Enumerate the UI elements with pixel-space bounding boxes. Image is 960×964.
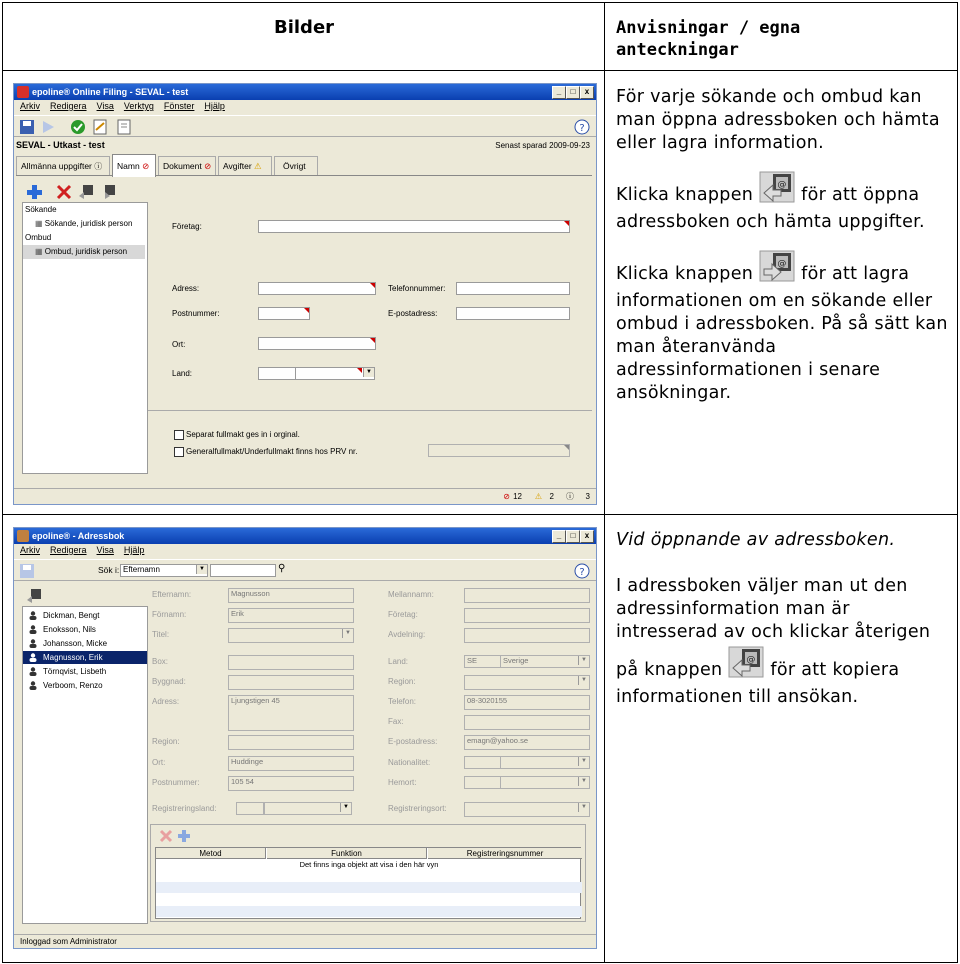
close-button[interactable]: x: [580, 530, 594, 543]
person-icon: [29, 625, 37, 634]
detail-label-right: E-postadress:: [388, 737, 438, 746]
error-count: 12: [513, 492, 522, 501]
adress-input[interactable]: [258, 282, 376, 295]
note-p2-before: Klicka knappen: [616, 185, 754, 205]
detail-label-right: Region:: [388, 677, 416, 686]
label-telefon: Telefonnummer:: [388, 284, 446, 293]
detail-label-right: Registreringsort:: [388, 804, 447, 813]
detail-label-left: Förnamn:: [152, 610, 187, 619]
document-title: SEVAL - Utkast - test: [16, 140, 105, 150]
detail-label-right: Avdelning:: [388, 630, 426, 639]
address-book-copy-button[interactable]: [26, 588, 42, 604]
help-icon[interactable]: [574, 563, 590, 579]
detail-field-left[interactable]: [228, 675, 354, 690]
delete-icon[interactable]: [159, 829, 173, 843]
minimize-button[interactable]: _: [552, 86, 566, 99]
company-icon: ▦: [35, 247, 43, 256]
detail-field-right[interactable]: [464, 628, 590, 643]
detail-field-left[interactable]: Huddinge: [228, 756, 354, 771]
detail-field-right[interactable]: [464, 802, 590, 817]
tab-ovrigt[interactable]: Övrigt: [274, 156, 318, 175]
svg-text:?: ?: [579, 567, 585, 578]
detail-field-left[interactable]: 105 54: [228, 776, 354, 791]
detail-field-right[interactable]: [464, 715, 590, 730]
svg-text:?: ?: [579, 123, 585, 134]
chevron-down-icon[interactable]: ▼: [578, 656, 589, 665]
land-select[interactable]: [295, 367, 375, 380]
menu-fonster[interactable]: Fönster: [163, 101, 195, 111]
chevron-down-icon[interactable]: ▼: [578, 757, 589, 766]
app-icon: [17, 86, 29, 98]
address-book-icon[interactable]: [78, 184, 94, 200]
detail-select-field[interactable]: [500, 776, 590, 789]
note-p1: För varje sökande och ombud kan man öppna adressboken och hämta eller lagra information.: [616, 87, 940, 153]
menu-redigera[interactable]: Redigera: [50, 545, 87, 555]
land-code-input[interactable]: [258, 367, 296, 380]
grid-header-metod: Metod: [156, 848, 266, 859]
detail-label-left: Byggnad:: [152, 677, 186, 686]
menu-hjalp[interactable]: Hjälp: [123, 545, 145, 555]
detail-select-field[interactable]: Sverige ▼: [500, 655, 590, 668]
person-icon: [29, 611, 37, 620]
telefon-input[interactable]: [456, 282, 570, 295]
menu-verktyg[interactable]: Verktyg: [123, 101, 154, 111]
add-icon[interactable]: [177, 829, 191, 843]
detail-label-left: Efternamn:: [152, 590, 192, 599]
detail-label-left: Postnummer:: [152, 778, 200, 787]
party-tree: [22, 202, 148, 474]
content-area: [16, 178, 592, 484]
info-icon: ⓘ: [94, 162, 103, 171]
tab-dokument[interactable]: Dokument ⊘: [158, 156, 216, 175]
delete-icon[interactable]: [56, 184, 72, 200]
detail-field-right[interactable]: [464, 608, 590, 623]
regland-code-input[interactable]: [236, 802, 264, 815]
svg-text:@: @: [777, 180, 787, 190]
menu-hjalp[interactable]: Hjälp: [204, 101, 225, 111]
note2-p2-after: för att kopiera informationen till ansökan.: [616, 660, 900, 707]
detail-code-field[interactable]: SE: [464, 655, 502, 668]
add-icon[interactable]: [26, 184, 44, 200]
person-list-item[interactable]: Verboom, Renzo: [23, 679, 147, 692]
info-status-icon: ⓘ: [566, 492, 574, 501]
note2-p2-before: på knappen: [616, 660, 723, 680]
help-icon[interactable]: [574, 119, 590, 135]
warning-count: 2: [549, 492, 554, 501]
postnummer-input[interactable]: [258, 307, 310, 320]
play-icon[interactable]: [40, 119, 56, 135]
warning-status-icon: ⚠: [534, 492, 542, 501]
app-icon: [17, 530, 29, 542]
label-land: Land:: [172, 369, 193, 378]
regland-select[interactable]: [264, 802, 352, 815]
detail-label-left: Titel:: [152, 630, 170, 639]
status-bar: Inloggad som Administrator: [14, 934, 596, 948]
label-epost: E-postadress:: [388, 309, 438, 318]
window-title: epoline® Online Filing - SEVAL - test: [14, 84, 596, 100]
epoline-main-window: [13, 83, 597, 505]
search-icon[interactable]: ⚲: [278, 563, 286, 574]
detail-label-right: Hemort:: [388, 778, 417, 787]
last-saved: Senast sparad 2009-09-23: [495, 141, 590, 150]
grid-empty-message: Det finns inga objekt att visa i den här vyn: [299, 860, 439, 869]
menu-arkiv[interactable]: Arkiv: [20, 101, 40, 111]
people-list: [22, 606, 148, 924]
note2-p2: [616, 654, 956, 709]
tab-avgifter[interactable]: Avgifter ⚠: [218, 156, 272, 175]
warning-icon: ⚠: [254, 161, 262, 171]
svg-text:@: @: [746, 655, 757, 665]
label-postnummer: Postnummer:: [172, 309, 220, 318]
minimize-button[interactable]: _: [552, 530, 566, 543]
grid-body: [155, 847, 581, 919]
note-p3-before: Klicka knappen: [616, 264, 754, 284]
note-p3: [616, 258, 956, 405]
address-book-open-icon: [759, 171, 795, 203]
detail-field-right[interactable]: emagn@yahoo.se: [464, 735, 590, 750]
person-list-item[interactable]: Dickman, Bengt: [23, 609, 147, 622]
menubar: [14, 545, 596, 558]
person-icon: [29, 653, 37, 662]
tab-namn[interactable]: Namn ⊘: [112, 154, 156, 177]
tree-ombud[interactable]: Ombud: [25, 233, 52, 242]
notes-row2: [616, 529, 956, 709]
address-book-window: [13, 527, 597, 949]
search-field-select[interactable]: Efternamn ▼: [120, 564, 208, 577]
detail-label-right: Land:: [388, 657, 409, 666]
ort-input[interactable]: [258, 337, 376, 350]
menu-redigera[interactable]: Redigera: [50, 101, 87, 111]
detail-field-left[interactable]: Magnusson: [228, 588, 354, 603]
detail-label-right: Fax:: [388, 717, 404, 726]
chevron-down-icon[interactable]: ▼: [342, 629, 353, 638]
search-label: Sök i:: [98, 565, 120, 575]
grid-row-stripe: [156, 906, 582, 917]
detail-field-left[interactable]: [228, 628, 354, 643]
generalfullmakt-nr-input[interactable]: [428, 444, 570, 457]
save-icon[interactable]: [19, 119, 35, 135]
address-book-save-icon: [759, 250, 795, 282]
grid-header-regnr: Registreringsnummer: [428, 848, 582, 859]
detail-field-left[interactable]: [228, 655, 354, 670]
chevron-down-icon[interactable]: ▼: [578, 803, 589, 812]
grid-row-stripe: [156, 882, 582, 893]
person-list-item[interactable]: Enoksson, Nils: [23, 623, 147, 636]
detail-field-left[interactable]: Erik: [228, 608, 354, 623]
menu-visa[interactable]: Visa: [96, 101, 114, 111]
note2-p1: I adressboken väljer man ut den adressinformation man är intresserad av och klickar återigen: [616, 576, 931, 642]
detail-field-right[interactable]: 08-3020155: [464, 695, 590, 710]
detail-label-right: Mellannamn:: [388, 590, 434, 599]
person-icon: [29, 639, 37, 648]
toolbar: [14, 115, 596, 137]
person-icon: [29, 681, 37, 690]
detail-label-right: Företag:: [388, 610, 418, 619]
export-doc-icon[interactable]: [116, 119, 132, 135]
maximize-button[interactable]: □: [566, 530, 580, 543]
svg-text:@: @: [777, 259, 787, 269]
status-bar: [14, 488, 596, 504]
header-bilder: Bilder: [274, 17, 335, 38]
detail-field-right[interactable]: [464, 675, 590, 690]
window-title: epoline® - Adressbok: [14, 528, 596, 544]
note-p2-after: för att öppna adressboken och hämta uppgifter.: [616, 185, 925, 232]
menubar: [14, 101, 596, 114]
info-count: 3: [585, 492, 590, 501]
epost-input[interactable]: [456, 307, 570, 320]
menu-arkiv[interactable]: Arkiv: [20, 545, 40, 555]
close-button[interactable]: x: [580, 86, 594, 99]
person-list-item[interactable]: Johansson, Micke: [23, 637, 147, 650]
note2-caption: Vid öppnande av adressboken.: [616, 530, 896, 550]
detail-label-left: Region:: [152, 737, 180, 746]
detail-label-right: Telefon:: [388, 697, 417, 706]
person-list-item[interactable]: Magnusson, Erik: [23, 651, 147, 664]
detail-field-left[interactable]: [228, 735, 354, 750]
company-icon: ▦: [35, 219, 43, 228]
generalfullmakt-checkbox[interactable]: [174, 447, 184, 457]
separat-fullmakt-checkbox[interactable]: [174, 430, 184, 440]
label-adress: Adress:: [172, 284, 200, 293]
notes-row1: [616, 86, 956, 405]
chevron-down-icon[interactable]: ▼: [578, 777, 589, 786]
tree-sokande[interactable]: Sökande: [25, 205, 57, 214]
chevron-down-icon[interactable]: ▼: [340, 803, 351, 812]
tree-ombud-item[interactable]: ▦ Ombud, juridisk person: [23, 245, 145, 259]
separat-fullmakt-label: Separat fullmakt ges in i orginal.: [186, 430, 300, 439]
error-icon: ⊘: [204, 161, 212, 171]
note-p2: [616, 179, 956, 234]
detail-select-field[interactable]: [500, 756, 590, 769]
search-input[interactable]: [210, 564, 276, 577]
sign-doc-icon[interactable]: [92, 119, 108, 135]
maximize-button[interactable]: □: [566, 86, 580, 99]
address-book-copy-icon: [728, 646, 764, 678]
chevron-down-icon[interactable]: ▼: [363, 368, 374, 377]
person-icon: [29, 667, 37, 676]
address-book-store-icon[interactable]: [100, 184, 116, 200]
grid-header-funktion: Funktion: [267, 848, 427, 859]
toolbar: [14, 559, 596, 581]
detail-code-field[interactable]: [464, 776, 502, 789]
person-list-item[interactable]: Törnqvist, Lisbeth: [23, 665, 147, 678]
error-icon: ⊘: [142, 161, 150, 171]
detail-label-left: Adress:: [152, 697, 180, 706]
detail-label-left: Ort:: [152, 758, 166, 767]
detail-field-right[interactable]: [464, 588, 590, 603]
detail-label-left: Box:: [152, 657, 169, 666]
check-icon[interactable]: [70, 119, 86, 135]
label-foretag: Företag:: [172, 222, 202, 231]
chevron-down-icon[interactable]: ▼: [578, 676, 589, 685]
tab-allmanna[interactable]: Allmänna uppgifter ⓘ: [16, 156, 110, 175]
chevron-down-icon[interactable]: ▼: [196, 565, 207, 574]
detail-label-left: Registreringsland:: [152, 804, 217, 813]
tab-row: [16, 154, 592, 176]
divider: [148, 410, 592, 411]
menu-visa[interactable]: Visa: [96, 545, 114, 555]
registration-grid: [150, 824, 586, 922]
tree-sokande-item[interactable]: ▦ Sökande, juridisk person: [35, 219, 133, 228]
header-anvisningar: Anvisningar / egna anteckningar: [616, 18, 801, 60]
label-ort: Ort:: [172, 340, 186, 349]
error-status-icon: ⊘: [503, 492, 510, 501]
detail-code-field[interactable]: [464, 756, 502, 769]
detail-label-right: Nationalitet:: [388, 758, 431, 767]
save-icon[interactable]: [19, 563, 35, 579]
generalfullmakt-label: Generalfullmakt/Underfullmakt finns hos PRV nr.: [186, 447, 358, 456]
detail-field-left[interactable]: Ljungstigen 45: [228, 695, 354, 731]
foretag-input[interactable]: [258, 220, 570, 233]
note-p3-after: för att lagra informationen om en sökande eller ombud i adressboken. På så sätt kan man återanvända adressinformationen i senare ansökningar.: [616, 264, 948, 403]
